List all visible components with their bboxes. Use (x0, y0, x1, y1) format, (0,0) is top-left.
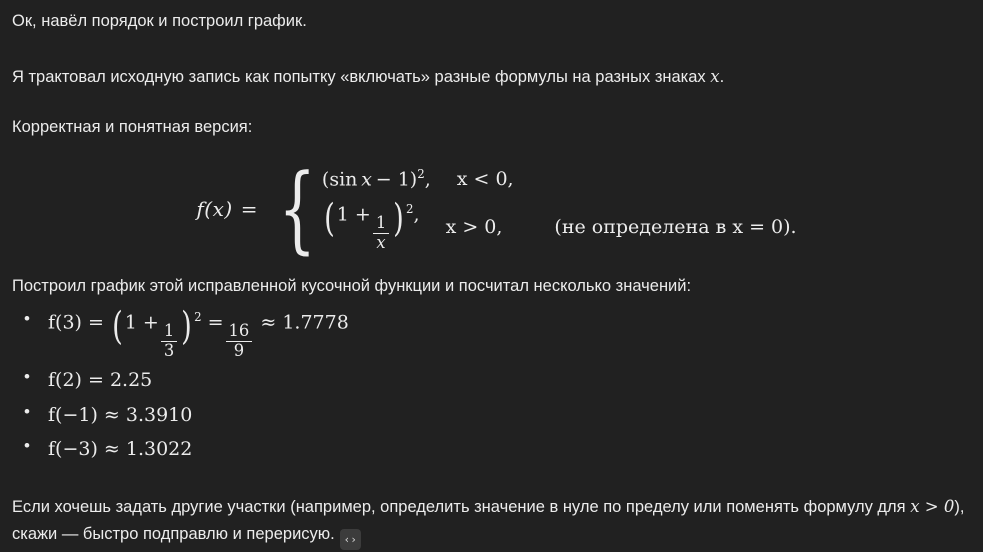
formula-note: (не определена в x = 0). (554, 215, 797, 238)
value1-approx: ≈ 1.7778 (260, 311, 349, 334)
case2-close-paren: ) (393, 196, 404, 241)
value1-fraction (161, 320, 177, 360)
code-icon[interactable]: ‹› (340, 529, 361, 550)
list-item (18, 368, 983, 394)
closing-text-part2: ), скажи — быстро подправлю и перерисую. (12, 498, 965, 543)
formula-lhs: f(x) (196, 197, 233, 222)
case2-power: 2 (406, 202, 414, 217)
case1-comma: , (424, 168, 431, 191)
case2-one: 1 + (336, 203, 371, 226)
explanation-paragraph (0, 35, 983, 91)
closing-math: x > 0 (910, 497, 955, 517)
explanation-text-part2: . (719, 67, 725, 86)
case2-fraction (373, 215, 389, 251)
closing-paragraph (0, 472, 983, 550)
case-row-positive (322, 196, 797, 252)
case2-open-paren: ( (323, 196, 335, 241)
explanation-text-part1: Я трактовал исходную запись как попытку «включать» разные формулы на разных знаках (12, 67, 711, 86)
case-row-negative (322, 167, 797, 190)
value1-open-paren: ( (112, 304, 123, 349)
case1-open-paren: ( (321, 168, 330, 191)
formula-cases (322, 167, 797, 251)
list-item (18, 437, 983, 463)
value1-lhs: f(3) = (48, 311, 104, 334)
values-intro-paragraph: Построил график этой исправленной кусочной функции и посчитал несколько значений: (12, 277, 692, 296)
value2-text: f(2) = 2.25 (48, 369, 153, 392)
case2-condition: x > 0, (445, 215, 503, 238)
case1-power: 2 (417, 167, 425, 182)
value1-result-fraction (226, 320, 253, 360)
piecewise-formula (0, 154, 983, 265)
value1-frac-numerator: 1 (161, 323, 177, 342)
case2-expression (322, 196, 420, 252)
case1-sin: sin (329, 168, 358, 191)
value1-power: 2 (194, 310, 202, 325)
closing-text-part1: Если хочешь задать другие участки (например, определить значение в нуле по пределу или поменять формулу для (12, 498, 911, 517)
value3-text: f(−1) ≈ 3.3910 (48, 403, 193, 426)
case1-minus-one: − 1) (375, 168, 418, 191)
variable-x-inline: x (710, 66, 720, 86)
values-list (0, 304, 983, 463)
case1-expression (322, 167, 431, 190)
case1-var: x (361, 168, 372, 191)
brace-icon: { (278, 154, 317, 265)
value1-frac-denominator: 3 (163, 340, 175, 360)
case2-comma: , (413, 203, 420, 226)
formula-equals: = (240, 197, 258, 222)
value1-equals: = (207, 311, 224, 334)
case2-frac-numerator: 1 (373, 215, 389, 234)
value1-base: 1 + (124, 311, 159, 334)
version-paragraph: Корректная и понятная версия: (12, 118, 253, 137)
value1-close-paren: ) (181, 304, 192, 349)
list-item (18, 304, 983, 360)
list-item (18, 403, 983, 429)
intro-paragraph: Ок, навёл порядок и построил график. (12, 12, 307, 30)
value4-text: f(−3) ≈ 1.3022 (48, 438, 193, 461)
value1-result-denominator: 9 (233, 340, 245, 360)
value1-result-numerator: 16 (226, 323, 253, 342)
case1-condition: x < 0, (456, 167, 514, 190)
case2-frac-denominator: x (376, 232, 386, 252)
